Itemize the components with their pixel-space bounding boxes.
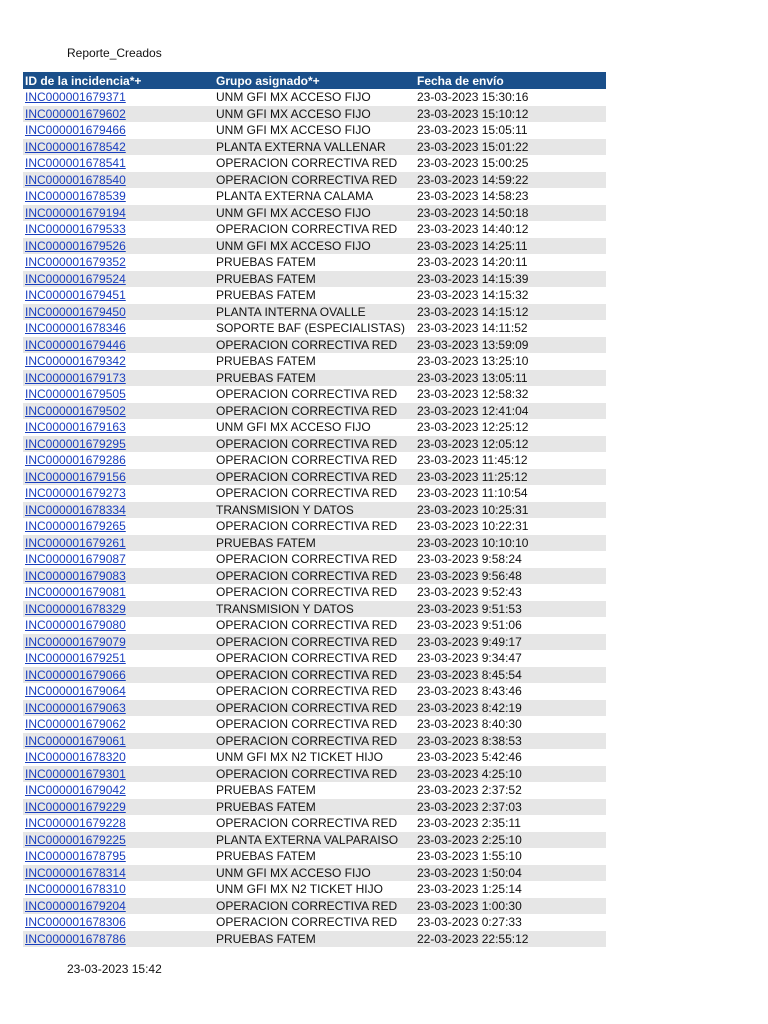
incident-id-link[interactable]: INC000001679301	[25, 766, 126, 781]
incident-id-cell	[23, 782, 214, 799]
assigned-group-cell: UNM GFI MX ACCESO FIJO	[214, 205, 415, 222]
table-row	[23, 716, 606, 733]
table-row	[23, 353, 606, 370]
incident-id-cell	[23, 419, 214, 436]
incident-id-link[interactable]: INC000001679062	[25, 717, 126, 732]
assigned-group-cell: OPERACION CORRECTIVA RED	[214, 733, 415, 750]
table-row	[23, 865, 606, 882]
assigned-group-cell: PLANTA EXTERNA VALLENAR	[214, 139, 415, 156]
incident-id-cell	[23, 700, 214, 717]
assigned-group-cell: OPERACION CORRECTIVA RED	[214, 436, 415, 453]
table-row	[23, 782, 606, 799]
incident-id-cell	[23, 551, 214, 568]
table-row	[23, 733, 606, 750]
table-row	[23, 469, 606, 486]
table-row	[23, 386, 606, 403]
incident-id-cell	[23, 188, 214, 205]
table-row	[23, 485, 606, 502]
incident-id-link[interactable]: INC000001679080	[25, 618, 126, 633]
sent-date-cell: 23-03-2023 12:58:32	[417, 387, 529, 402]
table-row	[23, 502, 606, 519]
sent-date-cell: 23-03-2023 2:37:03	[415, 799, 606, 816]
assigned-group-cell: OPERACION CORRECTIVA RED	[216, 519, 398, 534]
incident-id-cell	[23, 89, 214, 106]
sent-date-cell: 23-03-2023 10:25:31	[415, 502, 606, 519]
assigned-group-cell: PRUEBAS FATEM	[216, 849, 316, 864]
sent-date-cell: 23-03-2023 1:25:14	[417, 882, 522, 897]
incident-id-link[interactable]: INC000001678314	[25, 865, 126, 880]
incident-id-cell	[23, 601, 214, 618]
assigned-group-cell: SOPORTE BAF (ESPECIALISTAS)	[216, 321, 405, 336]
table-row	[23, 254, 606, 271]
incident-id-link[interactable]: INC000001678320	[25, 750, 126, 765]
assigned-group-cell: PRUEBAS FATEM	[214, 799, 415, 816]
sent-date-cell: 23-03-2023 11:45:12	[417, 453, 528, 468]
incident-id-cell	[23, 502, 214, 519]
incident-id-cell	[23, 469, 214, 486]
table-row	[23, 403, 606, 420]
sent-date-cell: 23-03-2023 8:40:30	[417, 717, 522, 732]
sent-date-cell: 23-03-2023 14:15:39	[415, 271, 606, 288]
incident-id-cell	[23, 155, 214, 172]
incident-id-link[interactable]: INC000001679265	[25, 519, 126, 534]
incident-id-cell	[23, 122, 214, 139]
table-row	[23, 848, 606, 865]
incident-id-link[interactable]: INC000001679342	[25, 354, 126, 369]
table-row	[23, 155, 606, 172]
incident-id-cell	[23, 584, 214, 601]
incident-id-cell	[23, 815, 214, 832]
sent-date-cell: 23-03-2023 14:40:12	[417, 222, 529, 237]
assigned-group-cell: OPERACION CORRECTIVA RED	[216, 552, 398, 567]
table-row	[23, 221, 606, 238]
sent-date-cell: 23-03-2023 14:50:18	[415, 205, 606, 222]
incident-id-link[interactable]: INC000001678786	[25, 931, 126, 946]
incident-id-cell	[23, 353, 214, 370]
incident-id-link[interactable]: INC000001679450	[25, 304, 126, 319]
assigned-group-cell: OPERACION CORRECTIVA RED	[216, 618, 398, 633]
sent-date-cell: 23-03-2023 4:25:10	[415, 766, 606, 783]
assigned-group-cell: UNM GFI MX ACCESO FIJO	[216, 90, 371, 105]
sent-date-cell: 23-03-2023 15:30:16	[417, 90, 529, 105]
table-row	[23, 551, 606, 568]
table-row	[23, 700, 606, 717]
incident-id-link[interactable]: INC000001679204	[25, 898, 126, 913]
table-row	[23, 436, 606, 453]
sent-date-cell: 23-03-2023 9:56:48	[415, 568, 606, 585]
table-row	[23, 238, 606, 255]
incident-id-link[interactable]: INC000001678329	[25, 601, 126, 616]
sent-date-cell: 23-03-2023 12:05:12	[415, 436, 606, 453]
table-row	[23, 799, 606, 816]
incident-id-link[interactable]: INC000001678540	[25, 172, 126, 187]
incident-id-link[interactable]: INC000001679261	[25, 535, 126, 550]
incident-id-cell	[23, 617, 214, 634]
assigned-group-cell: UNM GFI MX ACCESO FIJO	[214, 106, 415, 123]
assigned-group-cell: OPERACION CORRECTIVA RED	[214, 634, 415, 651]
incident-id-cell	[23, 749, 214, 766]
sent-date-cell: 23-03-2023 11:10:54	[417, 486, 528, 501]
incident-id-cell	[23, 799, 214, 816]
incident-id-cell	[23, 667, 214, 684]
table-row	[23, 881, 606, 898]
incident-id-link[interactable]: INC000001679156	[25, 469, 126, 484]
table-row	[23, 452, 606, 469]
sent-date-cell: 23-03-2023 15:01:22	[415, 139, 606, 156]
assigned-group-cell: TRANSMISION Y DATOS	[214, 601, 415, 618]
sent-date-cell: 23-03-2023 11:25:12	[415, 469, 606, 486]
incident-id-link[interactable]: INC000001679083	[25, 568, 126, 583]
assigned-group-cell: UNM GFI MX ACCESO FIJO	[216, 420, 371, 435]
incident-id-cell	[23, 931, 214, 948]
incident-id-link[interactable]: INC000001678346	[25, 321, 126, 336]
incident-id-link[interactable]: INC000001679295	[25, 436, 126, 451]
incident-id-cell	[23, 766, 214, 783]
table-row	[23, 568, 606, 585]
assigned-group-cell: PRUEBAS FATEM	[216, 288, 316, 303]
incident-id-cell	[23, 320, 214, 337]
sent-date-cell: 23-03-2023 14:25:11	[415, 238, 606, 255]
assigned-group-cell: UNM GFI MX N2 TICKET HIJO	[216, 750, 383, 765]
table-row	[23, 815, 606, 832]
assigned-group-cell: OPERACION CORRECTIVA RED	[214, 403, 415, 420]
incident-id-cell	[23, 518, 214, 535]
incident-id-cell	[23, 832, 214, 849]
assigned-group-cell: PLANTA INTERNA OVALLE	[214, 304, 415, 321]
table-row	[23, 634, 606, 651]
incident-id-cell	[23, 568, 214, 585]
incident-id-cell	[23, 436, 214, 453]
incident-id-cell	[23, 403, 214, 420]
sent-date-cell: 23-03-2023 13:25:10	[417, 354, 529, 369]
incident-id-link[interactable]: INC000001679163	[25, 420, 126, 435]
incident-id-link[interactable]: INC000001678795	[25, 849, 126, 864]
sent-date-cell: 22-03-2023 22:55:12	[415, 931, 606, 948]
assigned-group-cell: PRUEBAS FATEM	[216, 354, 316, 369]
incident-id-cell	[23, 452, 214, 469]
table-row	[23, 172, 606, 189]
table-row	[23, 304, 606, 321]
incident-id-link[interactable]: INC000001679061	[25, 733, 126, 748]
incident-id-cell	[23, 337, 214, 354]
assigned-group-cell: PRUEBAS FATEM	[214, 271, 415, 288]
incident-id-cell	[23, 716, 214, 733]
assigned-group-cell: OPERACION CORRECTIVA RED	[216, 717, 398, 732]
assigned-group-cell: PRUEBAS FATEM	[214, 931, 415, 948]
sent-date-cell: 23-03-2023 1:00:30	[415, 898, 606, 915]
assigned-group-cell: PLANTA EXTERNA CALAMA	[216, 189, 374, 204]
assigned-group-cell: OPERACION CORRECTIVA RED	[214, 766, 415, 783]
incident-id-link[interactable]: INC000001679228	[25, 816, 126, 831]
assigned-group-cell: OPERACION CORRECTIVA RED	[214, 898, 415, 915]
sent-date-cell: 23-03-2023 8:43:46	[417, 684, 522, 699]
sent-date-cell: 23-03-2023 9:34:47	[417, 651, 522, 666]
assigned-group-cell: UNM GFI MX ACCESO FIJO	[214, 865, 415, 882]
incident-id-cell	[23, 683, 214, 700]
table-body	[23, 89, 606, 947]
assigned-group-cell: PRUEBAS FATEM	[214, 535, 415, 552]
table-row	[23, 205, 606, 222]
assigned-group-cell: OPERACION CORRECTIVA RED	[216, 684, 398, 699]
incident-id-link[interactable]: INC000001679446	[25, 337, 126, 352]
sent-date-cell: 23-03-2023 14:11:52	[417, 321, 528, 336]
incident-id-link[interactable]: INC000001679229	[25, 799, 126, 814]
header-sent-date[interactable]: Fecha de envío	[415, 72, 606, 89]
table-row	[23, 188, 606, 205]
table-row	[23, 419, 606, 436]
assigned-group-cell: OPERACION CORRECTIVA RED	[216, 486, 398, 501]
sent-date-cell: 23-03-2023 9:52:43	[417, 585, 522, 600]
sent-date-cell: 23-03-2023 13:59:09	[415, 337, 606, 354]
incident-table	[23, 72, 606, 947]
incident-id-link[interactable]: INC000001679273	[25, 486, 126, 501]
table-row	[23, 287, 606, 304]
sent-date-cell: 23-03-2023 2:25:10	[415, 832, 606, 849]
incident-id-cell	[23, 535, 214, 552]
incident-id-link[interactable]: INC000001679533	[25, 222, 126, 237]
sent-date-cell: 23-03-2023 2:35:11	[417, 816, 521, 831]
sent-date-cell: 23-03-2023 15:10:12	[415, 106, 606, 123]
assigned-group-cell: OPERACION CORRECTIVA RED	[214, 469, 415, 486]
table-row	[23, 931, 606, 948]
incident-id-cell	[23, 386, 214, 403]
sent-date-cell: 23-03-2023 10:22:31	[417, 519, 529, 534]
sent-date-cell: 23-03-2023 8:45:54	[415, 667, 606, 684]
table-row	[23, 601, 606, 618]
incident-id-cell	[23, 848, 214, 865]
incident-id-link[interactable]: INC000001679371	[25, 90, 126, 105]
incident-id-cell	[23, 221, 214, 238]
incident-id-link[interactable]: INC000001679352	[25, 255, 126, 270]
incident-id-cell	[23, 304, 214, 321]
sent-date-cell: 23-03-2023 14:20:11	[417, 255, 528, 270]
table-row	[23, 518, 606, 535]
incident-id-link[interactable]: INC000001678542	[25, 139, 126, 154]
sent-date-cell: 23-03-2023 9:51:06	[417, 618, 522, 633]
assigned-group-cell: OPERACION CORRECTIVA RED	[214, 700, 415, 717]
incident-id-link[interactable]: INC000001679066	[25, 667, 126, 682]
table-row	[23, 667, 606, 684]
sent-date-cell: 23-03-2023 14:15:32	[417, 288, 529, 303]
sent-date-cell: 23-03-2023 8:38:53	[415, 733, 606, 750]
assigned-group-cell: UNM GFI MX ACCESO FIJO	[214, 238, 415, 255]
incident-id-cell	[23, 370, 214, 387]
assigned-group-cell: OPERACION CORRECTIVA RED	[216, 387, 398, 402]
assigned-group-cell: TRANSMISION Y DATOS	[214, 502, 415, 519]
incident-id-cell	[23, 898, 214, 915]
table-row	[23, 832, 606, 849]
incident-id-cell	[23, 485, 214, 502]
sent-date-cell: 23-03-2023 15:00:25	[417, 156, 529, 171]
incident-id-cell	[23, 254, 214, 271]
sent-date-cell: 23-03-2023 1:50:04	[415, 865, 606, 882]
sent-date-cell: 23-03-2023 0:27:33	[417, 915, 522, 930]
sent-date-cell: 23-03-2023 12:41:04	[415, 403, 606, 420]
table-row	[23, 89, 606, 106]
sent-date-cell: 23-03-2023 8:42:19	[415, 700, 606, 717]
incident-id-link[interactable]: INC000001678310	[25, 882, 126, 897]
incident-id-cell	[23, 881, 214, 898]
incident-id-link[interactable]: INC000001679451	[25, 288, 126, 303]
assigned-group-cell: OPERACION CORRECTIVA RED	[214, 172, 415, 189]
incident-id-link[interactable]: INC000001678541	[25, 156, 126, 171]
incident-id-link[interactable]: INC000001679173	[25, 370, 126, 385]
sent-date-cell: 23-03-2023 15:05:11	[417, 123, 528, 138]
table-row	[23, 106, 606, 123]
assigned-group-cell: UNM GFI MX N2 TICKET HIJO	[216, 882, 383, 897]
incident-id-link[interactable]: INC000001679526	[25, 238, 126, 253]
incident-id-link[interactable]: INC000001679286	[25, 453, 126, 468]
incident-id-link[interactable]: INC000001679194	[25, 205, 126, 220]
assigned-group-cell: OPERACION CORRECTIVA RED	[214, 667, 415, 684]
assigned-group-cell: OPERACION CORRECTIVA RED	[216, 222, 398, 237]
table-row	[23, 535, 606, 552]
incident-id-link[interactable]: INC000001678306	[25, 915, 126, 930]
table-row	[23, 271, 606, 288]
assigned-group-cell: PRUEBAS FATEM	[214, 370, 415, 387]
table-row	[23, 584, 606, 601]
header-incident-id[interactable]: ID de la incidencia*+	[23, 72, 214, 89]
incident-id-link[interactable]: INC000001679063	[25, 700, 126, 715]
table-row	[23, 914, 606, 931]
assigned-group-cell: OPERACION CORRECTIVA RED	[214, 568, 415, 585]
incident-id-cell	[23, 914, 214, 931]
sent-date-cell: 23-03-2023 13:05:11	[415, 370, 606, 387]
sent-date-cell: 23-03-2023 9:58:24	[417, 552, 522, 567]
incident-id-link[interactable]: INC000001679251	[25, 651, 126, 666]
incident-id-link[interactable]: INC000001679064	[25, 684, 126, 699]
incident-id-cell	[23, 650, 214, 667]
incident-id-link[interactable]: INC000001679502	[25, 403, 126, 418]
incident-id-cell	[23, 271, 214, 288]
table-row	[23, 683, 606, 700]
incident-id-link[interactable]: INC000001678334	[25, 502, 126, 517]
assigned-group-cell: UNM GFI MX ACCESO FIJO	[216, 123, 371, 138]
assigned-group-cell: OPERACION CORRECTIVA RED	[216, 816, 398, 831]
incident-id-cell	[23, 865, 214, 882]
assigned-group-cell: OPERACION CORRECTIVA RED	[216, 453, 398, 468]
table-header-row	[23, 72, 606, 89]
incident-id-cell	[23, 634, 214, 651]
incident-id-link[interactable]: INC000001679087	[25, 552, 126, 567]
sent-date-cell: 23-03-2023 14:59:22	[415, 172, 606, 189]
sent-date-cell: 23-03-2023 12:25:12	[417, 420, 529, 435]
assigned-group-cell: OPERACION CORRECTIVA RED	[216, 585, 398, 600]
header-assigned-group[interactable]: Grupo asignado*+	[214, 72, 415, 89]
table-row	[23, 122, 606, 139]
sent-date-cell: 23-03-2023 9:49:17	[415, 634, 606, 651]
incident-id-cell	[23, 733, 214, 750]
footer-date: 23-03-2023 15:42	[67, 962, 162, 976]
table-row	[23, 337, 606, 354]
table-row	[23, 766, 606, 783]
sent-date-cell: 23-03-2023 10:10:10	[415, 535, 606, 552]
table-row	[23, 898, 606, 915]
table-row	[23, 650, 606, 667]
incident-id-link[interactable]: INC000001679042	[25, 783, 126, 798]
assigned-group-cell: OPERACION CORRECTIVA RED	[216, 915, 398, 930]
sent-date-cell: 23-03-2023 2:37:52	[417, 783, 522, 798]
incident-id-cell	[23, 139, 214, 156]
report-title: Reporte_Creados	[67, 46, 162, 60]
table-row	[23, 617, 606, 634]
assigned-group-cell: OPERACION CORRECTIVA RED	[214, 337, 415, 354]
assigned-group-cell: OPERACION CORRECTIVA RED	[216, 156, 398, 171]
incident-id-link[interactable]: INC000001679602	[25, 106, 126, 121]
incident-id-cell	[23, 238, 214, 255]
sent-date-cell: 23-03-2023 5:42:46	[417, 750, 522, 765]
table-row	[23, 320, 606, 337]
incident-id-link[interactable]: INC000001679081	[25, 585, 126, 600]
incident-id-cell	[23, 205, 214, 222]
sent-date-cell: 23-03-2023 14:15:12	[415, 304, 606, 321]
sent-date-cell: 23-03-2023 9:51:53	[415, 601, 606, 618]
assigned-group-cell: OPERACION CORRECTIVA RED	[216, 651, 398, 666]
incident-id-cell	[23, 287, 214, 304]
incident-id-link[interactable]: INC000001679225	[25, 832, 126, 847]
incident-id-link[interactable]: INC000001679079	[25, 634, 126, 649]
assigned-group-cell: PRUEBAS FATEM	[216, 255, 316, 270]
table-row	[23, 139, 606, 156]
incident-id-cell	[23, 172, 214, 189]
table-row	[23, 370, 606, 387]
incident-id-cell	[23, 106, 214, 123]
sent-date-cell: 23-03-2023 1:55:10	[417, 849, 522, 864]
incident-id-link[interactable]: INC000001679524	[25, 271, 126, 286]
incident-id-link[interactable]: INC000001678539	[25, 189, 126, 204]
assigned-group-cell: PRUEBAS FATEM	[216, 783, 316, 798]
assigned-group-cell: PLANTA EXTERNA VALPARAISO	[214, 832, 415, 849]
incident-id-link[interactable]: INC000001679505	[25, 387, 126, 402]
sent-date-cell: 23-03-2023 14:58:23	[417, 189, 529, 204]
incident-id-link[interactable]: INC000001679466	[25, 123, 126, 138]
table-row	[23, 749, 606, 766]
